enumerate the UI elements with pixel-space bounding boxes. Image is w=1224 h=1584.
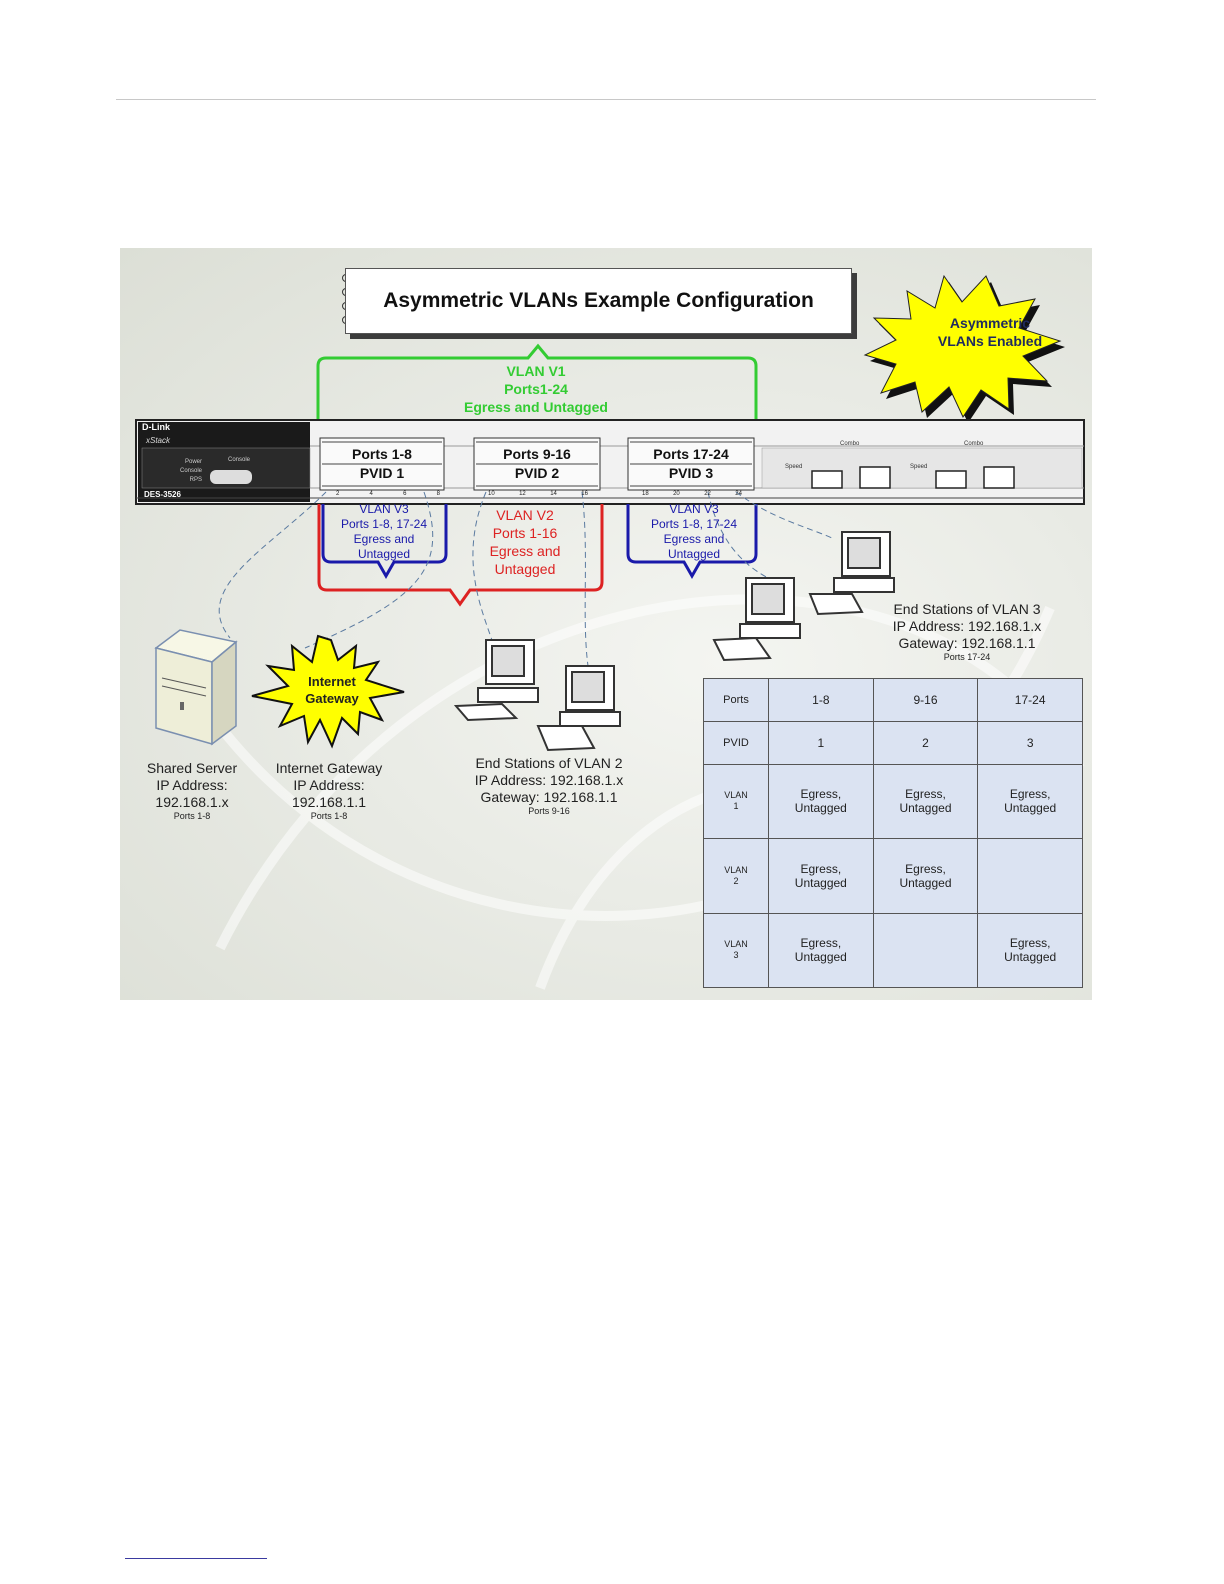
port-number: 2 — [336, 491, 340, 497]
table-cell — [978, 764, 1083, 838]
port-group-1-pvid: PVID 1 — [359, 465, 405, 481]
row-header: Ports — [704, 679, 769, 722]
internet-gateway-burst-label — [292, 673, 372, 707]
vlan-v1-line: VLAN V1 — [506, 363, 566, 379]
vlan3-pc-icon — [714, 578, 800, 660]
row-header-line: VLAN — [724, 790, 748, 801]
badge-label — [910, 314, 1070, 350]
caption-line: IP Address: 192.168.1.x — [892, 618, 1042, 634]
cell-line: Egress, — [1009, 787, 1051, 802]
table-cell — [978, 913, 1083, 987]
switch-brand: D-Link — [142, 422, 170, 432]
port-group-2-ports: Ports 9-16 — [503, 446, 571, 462]
port-number: 14 — [550, 491, 557, 497]
internet-gateway-caption — [264, 760, 394, 822]
caption-line: End Stations of VLAN 2 — [475, 755, 623, 771]
vlan-v3-left-label — [324, 502, 444, 562]
console-port — [210, 470, 252, 484]
port-group-2-pvid: PVID 2 — [514, 465, 560, 481]
caption-line: IP Address: 192.168.1.x — [474, 772, 624, 788]
diagram-title — [345, 268, 852, 334]
badge-line: Asymmetric — [949, 315, 1031, 331]
speed-label: Speed — [910, 464, 928, 470]
port-number: 10 — [488, 491, 495, 497]
cell-line: Untagged — [1004, 801, 1057, 816]
cell-line: Egress, — [800, 936, 842, 951]
row-header-line: 1 — [733, 801, 739, 812]
port-group-1-ports: Ports 1-8 — [352, 446, 412, 462]
table-row — [704, 839, 1083, 913]
cell-line: Egress, — [800, 787, 842, 802]
led-label: Power — [184, 459, 202, 465]
switch-series: xStack — [146, 436, 171, 445]
cell-line: Untagged — [794, 801, 847, 816]
burst-line: Gateway — [305, 691, 359, 706]
caption-ports: Ports 1-8 — [310, 811, 348, 821]
shared-server-icon — [156, 630, 236, 744]
combo-label: Combo — [964, 441, 984, 447]
cell-line: Egress, — [905, 861, 946, 876]
row-header — [704, 913, 769, 987]
vlan-v1-label — [436, 362, 636, 416]
title-text: Asymmetric VLANs Example Configuration — [383, 289, 814, 312]
sfp-slot — [812, 471, 842, 488]
led-label: Console — [179, 468, 202, 474]
vlan-v1-line: Ports1-24 — [504, 381, 568, 397]
caption-ports: Ports 17-24 — [943, 652, 991, 662]
port-number: 18 — [642, 491, 649, 497]
table-row — [704, 764, 1083, 838]
vlan-v2-label — [470, 506, 580, 578]
table-cell — [769, 839, 874, 913]
vlan2-pc-icon — [538, 666, 620, 750]
rj45-combo-port — [984, 467, 1014, 488]
table-cell — [769, 764, 874, 838]
shared-server-caption — [132, 760, 252, 822]
port-number: 20 — [673, 491, 680, 497]
table-cell — [873, 839, 978, 913]
port-numbers-2 — [488, 491, 588, 497]
cell-line: Untagged — [794, 875, 847, 890]
vlan-v3-right-label — [632, 502, 756, 562]
cell-line: Untagged — [1004, 950, 1057, 965]
led-label: RPS — [189, 477, 202, 483]
caption-line: 192.168.1.x — [155, 794, 229, 810]
table-row — [704, 913, 1083, 987]
table-row — [704, 679, 1083, 722]
table-cell: 17-24 — [978, 679, 1083, 722]
caption-line: Gateway: 192.168.1.1 — [898, 635, 1036, 651]
vlan-line: VLAN V2 — [496, 507, 554, 523]
port-number: 24 — [735, 491, 742, 497]
vlan-line: Untagged — [667, 547, 721, 561]
caption-line: End Stations of VLAN 3 — [893, 601, 1041, 617]
caption-line: Internet Gateway — [275, 760, 383, 776]
table-cell: 9-16 — [873, 679, 978, 722]
port-numbers-3 — [642, 491, 742, 497]
vlan-line: Untagged — [357, 547, 411, 561]
rj45-combo-port — [860, 467, 890, 488]
table-cell: 1-8 — [769, 679, 874, 722]
row-header-line: 3 — [733, 950, 739, 961]
row-header-line: VLAN — [724, 864, 748, 875]
burst-line: Internet — [308, 674, 356, 689]
cell-line: Untagged — [794, 950, 847, 965]
vlan3-stations-caption — [872, 601, 1062, 663]
caption-ports: Ports 9-16 — [528, 806, 570, 816]
row-header-line: VLAN — [724, 939, 748, 950]
caption-ports: Ports 1-8 — [173, 811, 211, 821]
cell-line: Egress, — [905, 787, 946, 802]
row-header: PVID — [704, 721, 769, 764]
vlan-line: Untagged — [494, 561, 556, 577]
asymmetric-vlan-figure — [120, 248, 1092, 1000]
port-number: 16 — [581, 491, 588, 497]
table-cell: 2 — [873, 721, 978, 764]
caption-line: Shared Server — [146, 760, 238, 776]
vlan-pvid-table — [703, 678, 1083, 988]
port-group-3-ports: Ports 17-24 — [653, 446, 729, 462]
cell-line: Egress, — [1009, 936, 1051, 951]
table-cell: 1 — [769, 721, 874, 764]
table-row — [704, 721, 1083, 764]
header-rule — [116, 99, 1096, 100]
cell-line: Untagged — [899, 801, 952, 816]
footer-rule — [125, 1558, 267, 1559]
vlan-line: Egress and — [489, 543, 561, 559]
vlan-line: Egress and — [663, 532, 725, 546]
row-header — [704, 764, 769, 838]
table-cell — [873, 764, 978, 838]
caption-line: 192.168.1.1 — [292, 794, 366, 810]
vlan-line: Ports 1-8, 17-24 — [340, 517, 428, 531]
vlan2-stations-caption — [454, 755, 644, 817]
table-cell: 3 — [978, 721, 1083, 764]
caption-line: IP Address: — [156, 777, 228, 793]
badge-line: VLANs Enabled — [937, 333, 1043, 349]
vlan-line: VLAN V3 — [669, 502, 719, 516]
row-header-line: 2 — [733, 875, 739, 886]
table-cell — [978, 839, 1083, 913]
switch-model: DES-3526 — [144, 490, 181, 499]
port-number: 22 — [704, 491, 711, 497]
console-label: Console — [228, 457, 251, 463]
row-header — [704, 839, 769, 913]
port-group-3-pvid: PVID 3 — [668, 465, 714, 481]
switch-leds — [174, 458, 202, 485]
port-numbers-1 — [336, 491, 440, 497]
vlan-line: Egress and — [353, 532, 415, 546]
port-number: 8 — [436, 491, 440, 497]
speed-label: Speed — [785, 464, 803, 470]
combo-label: Combo — [840, 441, 860, 447]
port-number: 4 — [369, 491, 373, 497]
table-cell — [873, 913, 978, 987]
port-number: 12 — [519, 491, 526, 497]
cell-line: Untagged — [899, 875, 952, 890]
vlan-line: Ports 1-16 — [492, 525, 558, 541]
cell-line: Egress, — [800, 861, 842, 876]
port-number: 6 — [403, 491, 407, 497]
caption-line: IP Address: — [293, 777, 365, 793]
table-cell — [769, 913, 874, 987]
vlan-v1-line: Egress and Untagged — [464, 399, 608, 415]
sfp-slot — [936, 471, 966, 488]
vlan-line: Ports 1-8, 17-24 — [650, 517, 738, 531]
vlan-line: VLAN V3 — [359, 502, 409, 516]
caption-line: Gateway: 192.168.1.1 — [480, 789, 618, 805]
